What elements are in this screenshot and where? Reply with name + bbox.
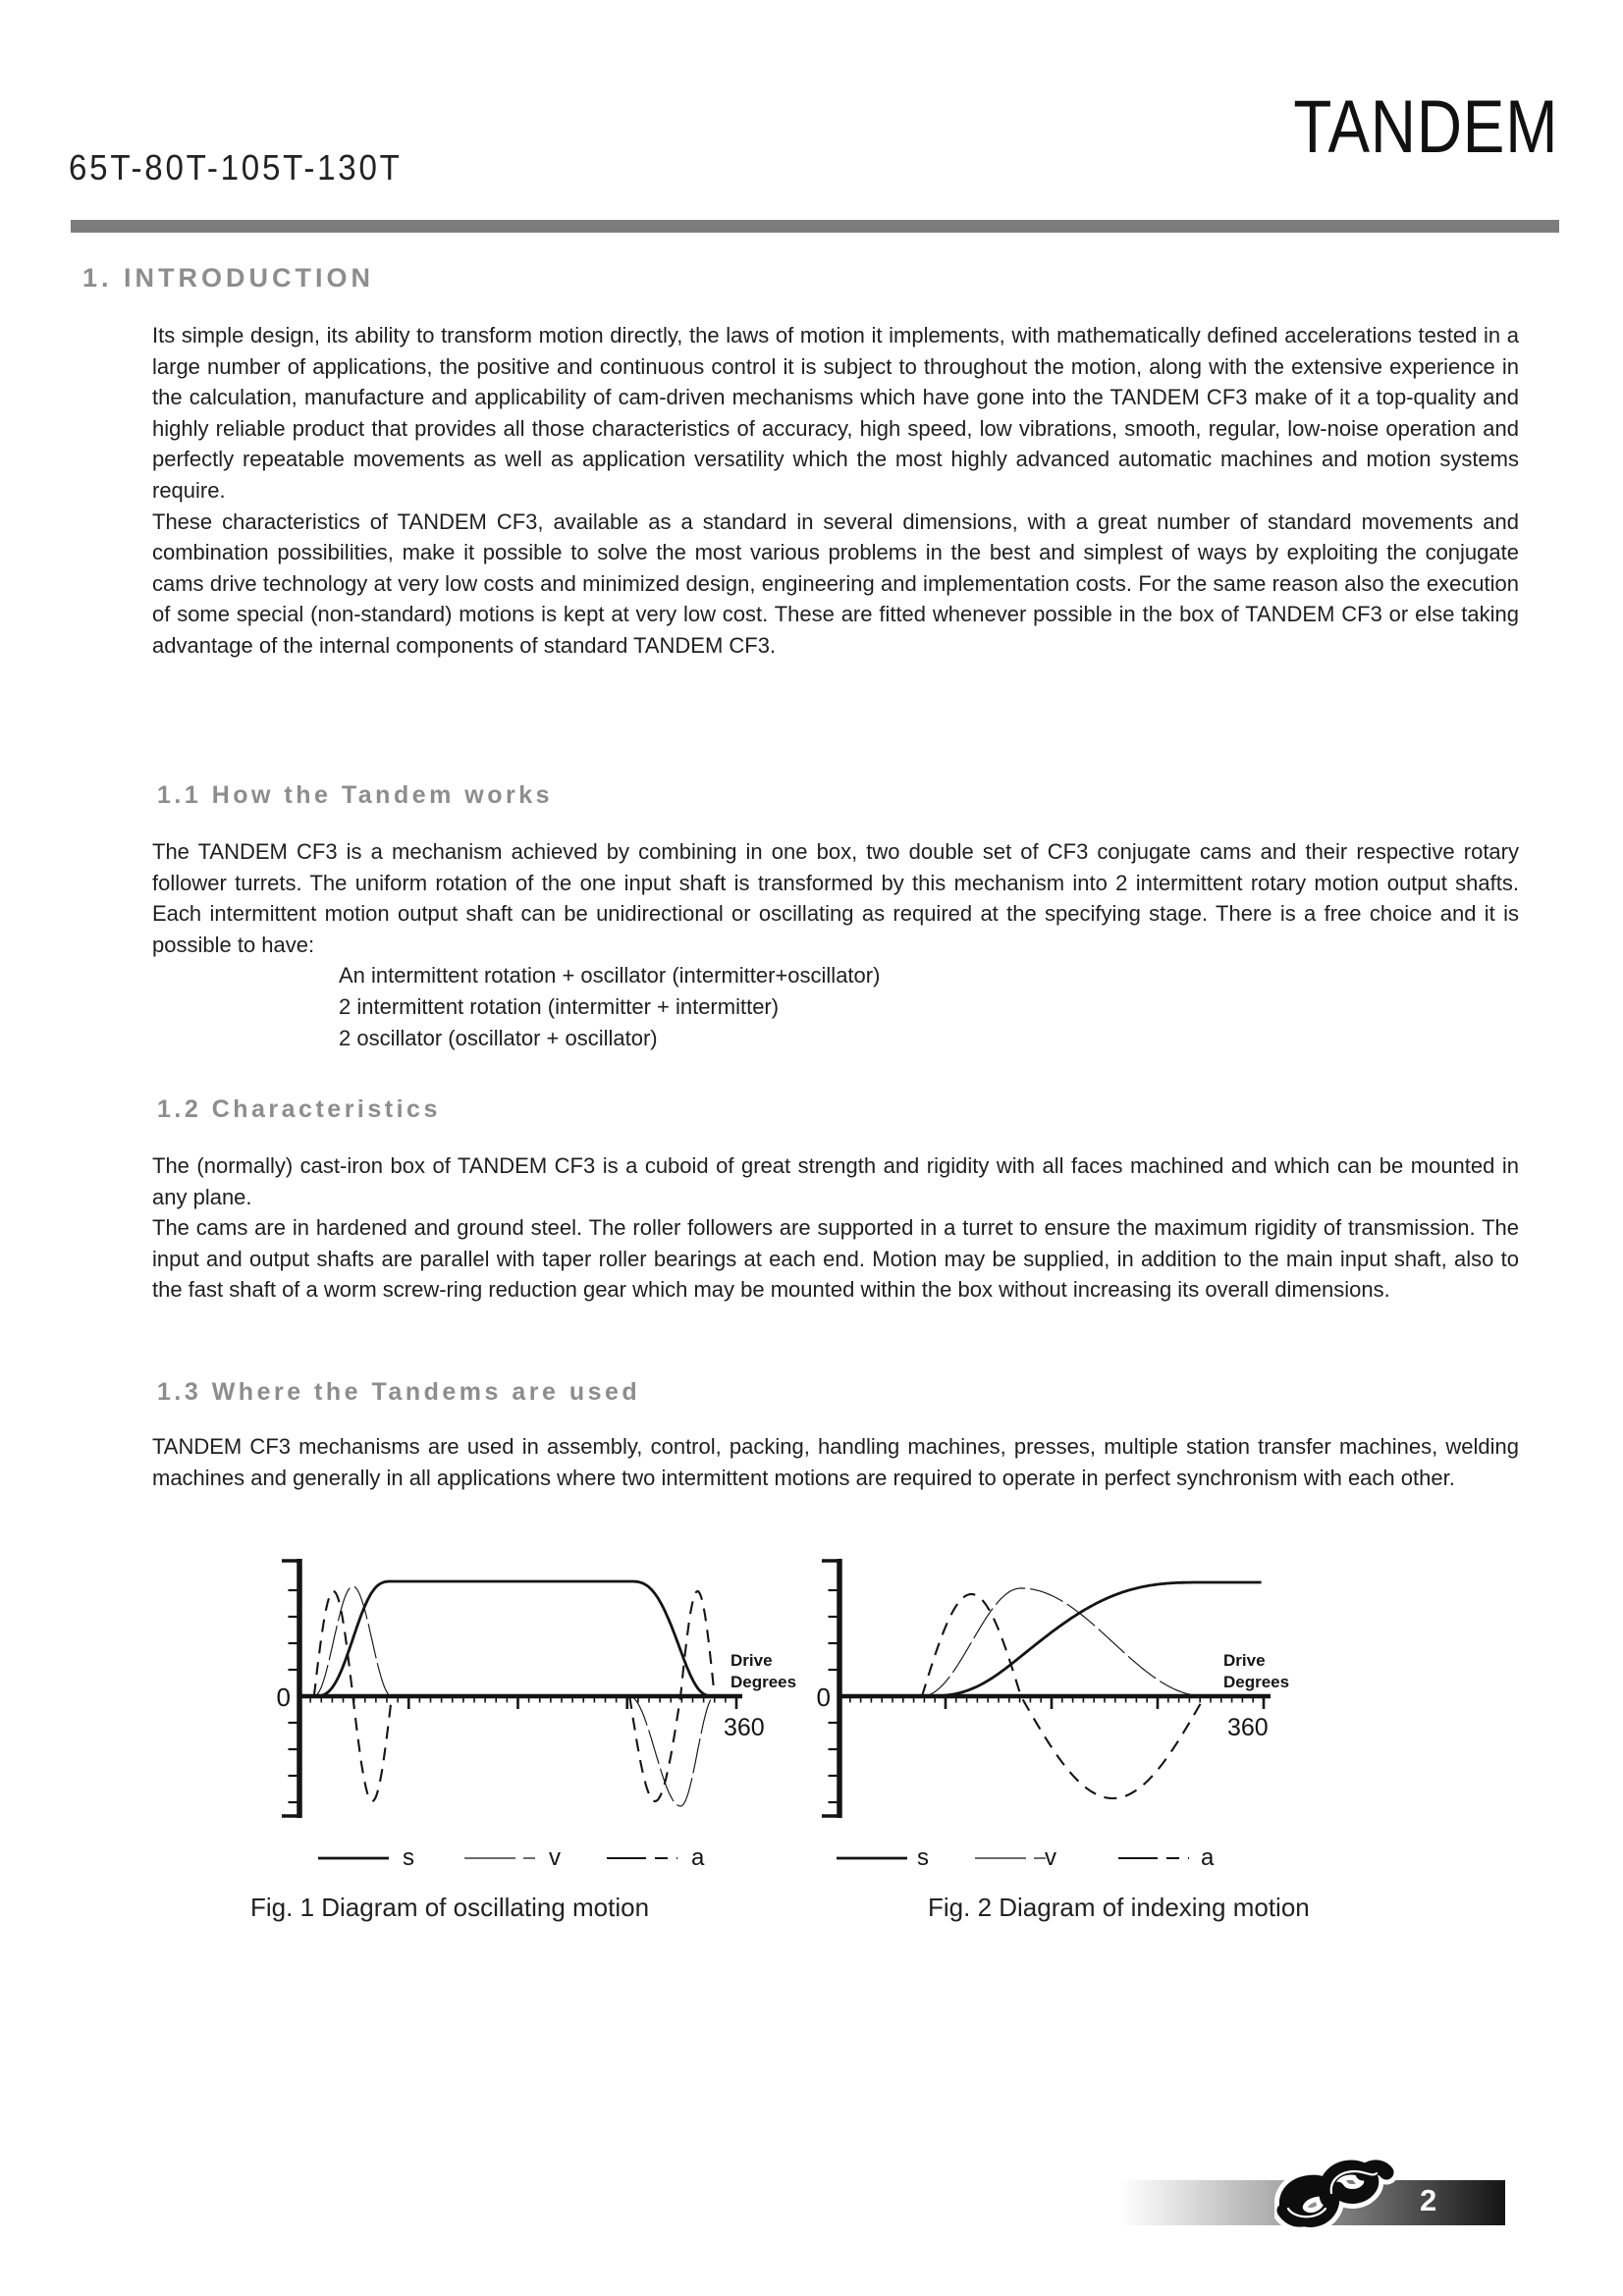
fig1-label-v: v (549, 1844, 561, 1871)
fig1-label-1: Degrees (730, 1673, 797, 1691)
characteristics-block (152, 1150, 1519, 1306)
characteristics-paragraph-1: The (normally) cast-iron box of TANDEM CF3 is a cuboid of great strength and rigidity with all faces machined and which can be mounted in any plane. (152, 1153, 1519, 1209)
intro-paragraph-1: Its simple design, its ability to transform motion directly, the laws of motion it implements, with mathematically defined accelerations tested in a large number of applications, the positive and continuous control it is subject to throughout the motion, along with the extensive experience in the calculation, manufacture and applicability of cam-driven mechanisms which have gone into the TANDEM CF3 make of it a top-quality and highly reliable product that provides all those characteristics of accuracy, high speed, low vibrations, smooth, regular, low-noise operation and perfectly repeatable movements as well as application versatility which the most highly advanced automatic machines and motion systems require. (152, 323, 1519, 503)
fig1-label-0: Drive (730, 1651, 773, 1670)
fig1-label-s: s (403, 1844, 414, 1871)
fig2-label-1: Degrees (1223, 1673, 1290, 1691)
how-tandem-works-block (152, 836, 1519, 1053)
motion-option-2: 2 intermittent rotation (intermitter + intermitter) (339, 993, 780, 1019)
where-used-paragraph: TANDEM CF3 mechanisms are used in assembly, control, packing, handling machines, presses, multiple station transfer machines, welding machines and generally in all applications where two intermittent motions are required to operate in perfect synchronism with each other. (152, 1434, 1519, 1490)
fig2-label-axis_zero: 0 (816, 1682, 831, 1712)
figures-canvas (0, 1541, 1623, 1953)
header-rule (71, 220, 1559, 233)
fig1-label-a: a (691, 1844, 705, 1871)
how-paragraph: The TANDEM CF3 is a mechanism achieved by combining in one box, two double set of CF3 conjugate cams and their respective rotary follower turrets. The uniform rotation of the one input shaft is transformed by this mechanism into 2 intermittent rotary motion output shafts. Each intermittent motion output shaft can be unidirectional or oscillating as required at the specifying stage. There is a free choice and it is possible to have: (152, 839, 1519, 957)
motion-option-1: An intermittent rotation + oscillator (intermitter+oscillator) (339, 963, 881, 988)
model-range-title: 65T-80T-105T-130T (69, 147, 403, 187)
fig1-caption: Fig. 1 Diagram of oscillating motion (250, 1893, 650, 1922)
fig2-label-axis_end: 360 (1227, 1714, 1269, 1741)
where-used-block (152, 1431, 1519, 1493)
section-heading-characteristics: 1.2 Characteristics (157, 1095, 441, 1123)
section-heading-how-tandem-works: 1.1 How the Tandem works (157, 781, 554, 809)
fig2-caption: Fig. 2 Diagram of indexing motion (928, 1893, 1310, 1922)
fig1-label-axis_end: 360 (724, 1714, 765, 1741)
brand-logo-text: TANDEM (1293, 85, 1558, 169)
fig2-label-0: Drive (1223, 1651, 1266, 1670)
intro-paragraph-2: These characteristics of TANDEM CF3, available as a standard in several dimensions, with a great number of standard movements and combination possibilities, make it possible to solve the most various problems in the best and simplest of ways by exploiting the conjugate cams drive technology at very low costs and minimized design, engineering and implementation costs. For the same reason also the execution of some special (non-standard) motions is kept at very low cost. These are fitted whenever possible in the box of TANDEM CF3 or else taking advantage of the internal components of standard TANDEM CF3. (152, 508, 1519, 658)
fig2-label-v: v (1045, 1844, 1056, 1871)
knot-logo-icon (1274, 2150, 1400, 2244)
motion-options-list (152, 960, 1519, 1053)
section-heading-where-used: 1.3 Where the Tandems are used (157, 1378, 641, 1406)
page-number: 2 (1420, 2183, 1437, 2217)
fig1-label-axis_zero: 0 (276, 1682, 291, 1712)
section-heading-introduction: 1. INTRODUCTION (82, 263, 375, 293)
motion-option-3: 2 oscillator (oscillator + oscillator) (339, 1025, 658, 1050)
fig2-label-a: a (1201, 1844, 1215, 1871)
intro-paragraphs (152, 320, 1519, 662)
fig2-label-s: s (917, 1844, 929, 1871)
characteristics-paragraph-2: The cams are in hardened and ground steel. The roller followers are supported in a turret to ensure the maximum rigidity of transmission. The input and output shafts are parallel with taper roller bearings at each end. Motion may be supplied, in addition to the main input shaft, also to the fast shaft of a worm screw-ring reduction gear which may be mounted within the box without increasing its overall dimensions. (152, 1215, 1519, 1303)
